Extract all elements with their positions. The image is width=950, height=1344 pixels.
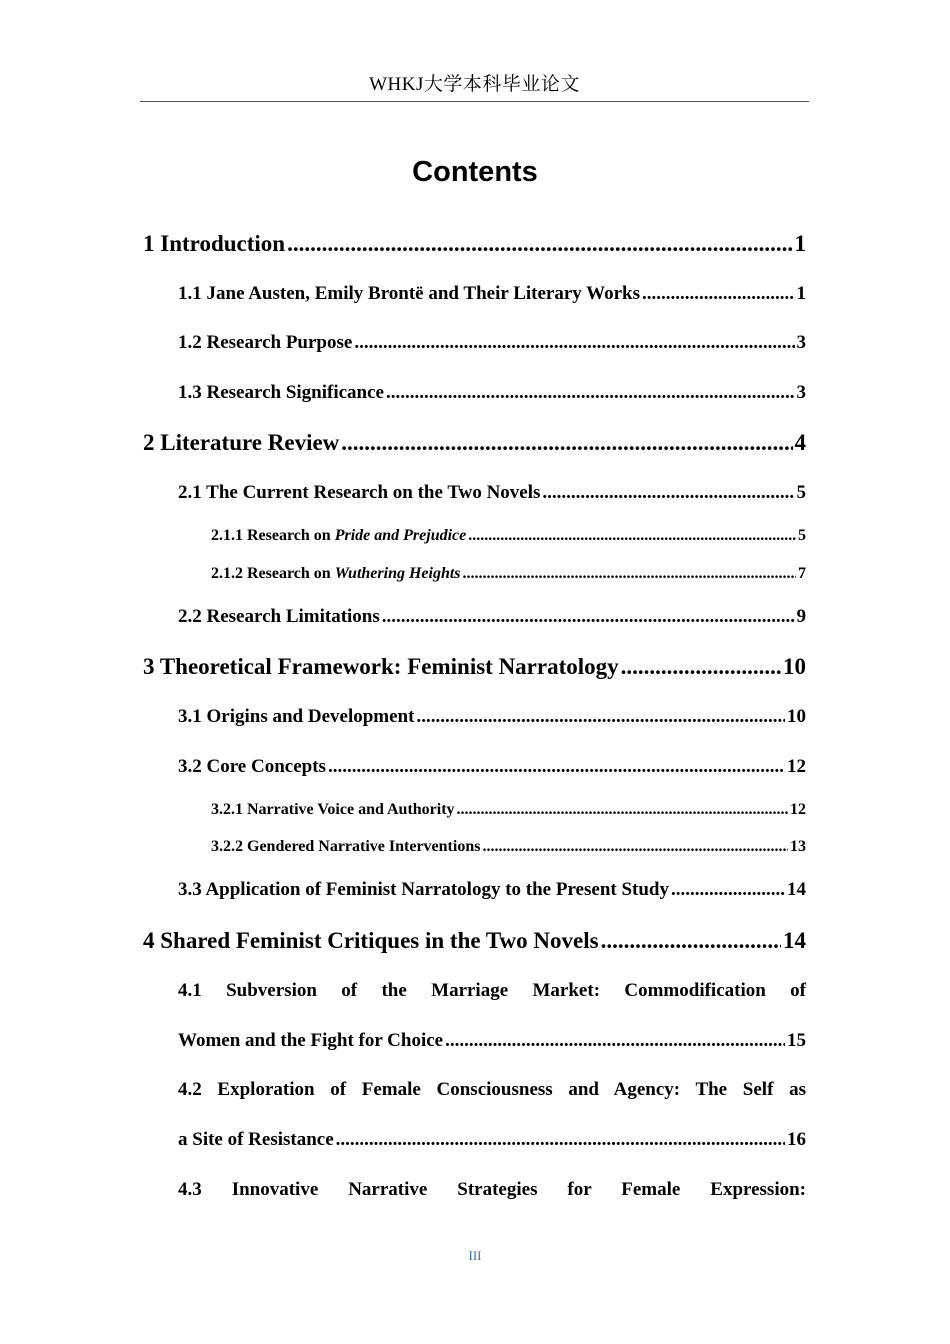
toc-leader-dots (341, 428, 792, 458)
toc-entry-1[interactable] (143, 229, 806, 259)
toc-entry-label: 1.2 Research Purpose (178, 332, 353, 353)
toc-entry-3-1[interactable] (178, 704, 806, 730)
toc-entry-4-1-line2[interactable] (178, 1028, 806, 1054)
toc-entry-label: 1.1 Jane Austen, Emily Brontë and Their Literary Works (178, 283, 641, 304)
toc-leader-dots (287, 229, 792, 259)
toc-page-number: 4 (794, 430, 806, 455)
toc-page-number: 10 (783, 654, 806, 679)
toc-page-number: 5 (798, 527, 806, 544)
toc-leader-dots (468, 525, 796, 547)
toc-entry-2-1-1[interactable] (211, 525, 806, 547)
toc-entry-2[interactable] (143, 428, 806, 458)
toc-entry-label: 1 Introduction (143, 231, 286, 256)
toc-entry-3-3[interactable] (178, 877, 806, 903)
toc-entry-4-1-line1[interactable]: 4.1 Subversion of the Marriage Market: Commodification of (178, 980, 806, 1001)
toc-entry-2-1-2[interactable] (211, 563, 806, 585)
toc-entry-label: 3.1 Origins and Development (178, 706, 415, 727)
toc-page-number: 10 (787, 706, 806, 727)
toc-entry-label: 2.2 Research Limitations (178, 606, 380, 627)
toc-entry-label: 3 Theoretical Framework: Feminist Narratology (143, 654, 619, 679)
running-header: WHKJ大学本科毕业论文 (369, 74, 580, 95)
toc-page-number: 3 (796, 382, 806, 403)
toc-entry-1-3[interactable] (178, 380, 806, 406)
page-title: Contents (412, 156, 538, 188)
toc-entry-2-1[interactable] (178, 480, 806, 506)
page-number: III (468, 1248, 482, 1263)
toc-page-number: 15 (787, 1030, 806, 1051)
toc-entry-label: 3.2.2 Gendered Narrative Interventions (211, 838, 481, 855)
toc-page-number: 3 (796, 332, 806, 353)
toc-entry-label: 4 Shared Feminist Critiques in the Two Novels (143, 928, 599, 953)
toc-entry-label (211, 525, 466, 547)
toc-entry-label: 2 Literature Review (143, 430, 340, 455)
toc-entry-label (211, 563, 461, 585)
toc-leader-dots (482, 836, 788, 858)
toc-page-number: 7 (798, 565, 806, 582)
toc-entry-label: Women and the Fight for Choice (178, 1030, 444, 1051)
book-title: Wuthering Heights (334, 565, 461, 582)
toc-leader-dots (601, 926, 781, 956)
toc-page-number: 1 (796, 283, 806, 304)
toc-leader-dots (621, 652, 781, 682)
toc-leader-dots (382, 604, 795, 630)
toc-page-number: 12 (790, 801, 806, 818)
toc-page-number: 16 (787, 1129, 806, 1150)
toc-entry-4[interactable] (143, 926, 806, 956)
toc-entry-label: 3.2 Core Concepts (178, 756, 326, 777)
toc-page-number: 14 (787, 879, 806, 900)
toc-entry-label-prefix: 2.1.1 Research on (211, 527, 335, 544)
toc-leader-dots (416, 704, 785, 730)
toc-leader-dots (328, 754, 785, 780)
toc-page-number: 12 (787, 756, 806, 777)
toc-entry-1-2[interactable] (178, 330, 806, 356)
toc-leader-dots (336, 1127, 785, 1153)
toc-leader-dots (542, 480, 794, 506)
toc-page-number: 14 (783, 928, 806, 953)
toc-page-number: 13 (790, 838, 806, 855)
toc-entry-label: 2.1 The Current Research on the Two Novels (178, 482, 541, 503)
toc-leader-dots (642, 281, 794, 307)
toc-entry-label: 3.2.1 Narrative Voice and Authority (211, 801, 455, 818)
toc-entry-label: a Site of Resistance (178, 1129, 334, 1150)
toc-entry-4-3-line1[interactable]: 4.3 Innovative Narrative Strategies for Female Expression: (178, 1179, 806, 1200)
toc-leader-dots (354, 330, 794, 356)
toc-entry-label: 3.3 Application of Feminist Narratology to the Present Study (178, 879, 669, 900)
book-title: Pride and Prejudice (334, 527, 467, 544)
toc-entry-1-1[interactable] (178, 281, 806, 307)
toc-entry-3[interactable] (143, 652, 806, 682)
toc-entry-3-2-2[interactable] (211, 836, 806, 858)
toc-leader-dots (463, 563, 796, 585)
toc-leader-dots (445, 1028, 785, 1054)
toc-page-number: 9 (796, 606, 806, 627)
header-divider (140, 101, 809, 102)
toc-entry-label: 1.3 Research Significance (178, 382, 384, 403)
toc-leader-dots (457, 799, 788, 821)
toc-entry-3-2-1[interactable] (211, 799, 806, 821)
toc-entry-label-prefix: 2.1.2 Research on (211, 565, 335, 582)
toc-entry-4-2-line1[interactable]: 4.2 Exploration of Female Consciousness and Agency: The Self as (178, 1079, 806, 1100)
toc-page-number: 5 (796, 482, 806, 503)
toc-leader-dots (671, 877, 785, 903)
toc-entry-2-2[interactable] (178, 604, 806, 630)
toc-page-number: 1 (794, 231, 806, 256)
toc-entry-3-2[interactable] (178, 754, 806, 780)
toc-entry-4-2-line2[interactable] (178, 1127, 806, 1153)
toc-leader-dots (386, 380, 795, 406)
